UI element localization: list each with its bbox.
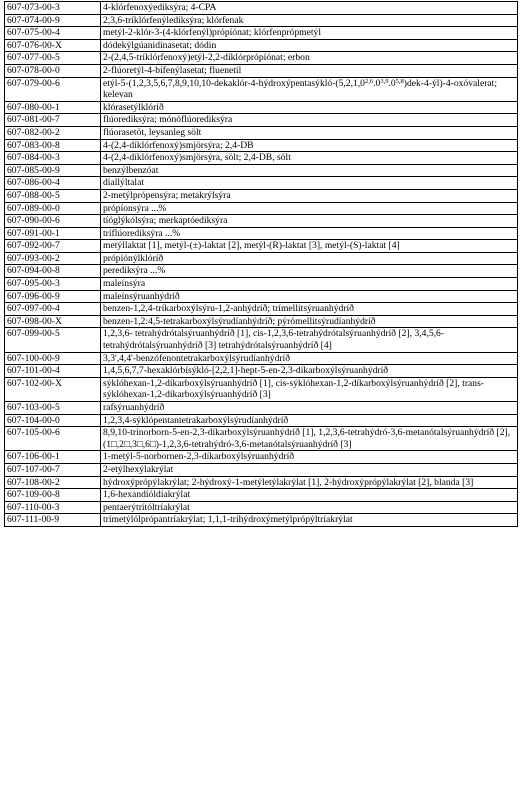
table-row (5, 202, 518, 215)
table-row (5, 114, 518, 127)
index-number-cell: 607-109-00-8 (5, 489, 101, 502)
table-row (5, 315, 518, 328)
chemical-name-cell: metýllaktat [1], metýl-(±)-laktat [2], metýl-(R)-laktat [3], metýl-(S)-laktat [4] (101, 240, 518, 253)
table-row (5, 215, 518, 228)
table-row (5, 39, 518, 52)
table-row (5, 514, 518, 527)
index-number-cell: 607-110-00-3 (5, 501, 101, 514)
table-row (5, 463, 518, 476)
table-row (5, 227, 518, 240)
chemical-name-cell: benzen-1,2,4-tríkarboxýlsýru-1,2-anhýdríð; trímellitsýruanhýdríð (101, 303, 518, 316)
table-row (5, 278, 518, 291)
index-number-cell: 607-078-00-0 (5, 64, 101, 77)
chemical-name-cell: rafsýruanhýdríð (101, 402, 518, 415)
chemical-name-cell: 1,6-hexandíóldíakrýlat (101, 489, 518, 502)
chemical-name-cell: 2-flúoretýl-4-bífenýlasetat; fluenetil (101, 64, 518, 77)
superscript: 3,9 (380, 77, 389, 85)
chemical-name-cell: 2-metýlprópensýra; metakrýlsýra (101, 189, 518, 202)
index-number-cell: 607-082-00-2 (5, 126, 101, 139)
chemical-name-cell: própíonsýra ...% (101, 202, 518, 215)
table-row (5, 64, 518, 77)
index-number-cell: 607-084-00-3 (5, 152, 101, 165)
index-number-cell: 607-092-00-7 (5, 240, 101, 253)
index-number-cell: 607-111-00-9 (5, 514, 101, 527)
index-number-cell: 607-086-00-4 (5, 177, 101, 190)
index-number-cell: 607-107-00-7 (5, 463, 101, 476)
table-row (5, 101, 518, 114)
substance-table-body (5, 2, 518, 527)
chemical-name-cell: 1,4,5,6,7,7-hexaklórbísýkló-[2,2,1]-hept-5-en-2,3-díkarboxýlsýruanhýdríð (101, 365, 518, 378)
index-number-cell: 607-100-00-9 (5, 352, 101, 365)
table-row (5, 365, 518, 378)
table-row (5, 240, 518, 253)
chemical-name-cell: maleínsýra (101, 278, 518, 291)
chemical-name-cell: 3,3',4,4'-benzófenontetrakarboxýlsýrudíanhýdríð (101, 352, 518, 365)
chemical-name-cell: benzen-1,2:4,5-tetrakarboxýlsýrudíanhýdríð; pýrómellitsýrudíanhýdríð (101, 315, 518, 328)
table-row (5, 189, 518, 202)
table-row (5, 27, 518, 40)
chemical-name-cell: 4-klórfenoxýediksýra; 4-CPA (101, 2, 518, 15)
table-row (5, 328, 518, 352)
chemical-name-cell: 2,3,6-tríklórfenýlediksýra; klórfenak (101, 14, 518, 27)
table-row (5, 402, 518, 415)
table-row (5, 476, 518, 489)
chemical-name-cell: 2-etýlhexýlakrýlat (101, 463, 518, 476)
chemical-name-cell: benzýlbenzóat (101, 164, 518, 177)
table-row (5, 77, 518, 101)
index-number-cell: 607-108-00-2 (5, 476, 101, 489)
chemical-name-cell: flúorasetöt, leysanleg sölt (101, 126, 518, 139)
index-number-cell: 607-099-00-5 (5, 328, 101, 352)
index-number-cell: 607-097-00-4 (5, 303, 101, 316)
table-row (5, 265, 518, 278)
index-number-cell: 607-077-00-5 (5, 52, 101, 65)
chemical-name-cell: pentaerýtrítóltríakrýlat (101, 501, 518, 514)
table-row (5, 52, 518, 65)
chemical-name-cell: sýklóhexan-1,2-díkarboxýlsýruanhýdríð [1], cis-sýklóhexan-1,2-díkarboxýlsýruanhýdríð [2], trans-sýklóhexan-1,2-díkarboxýlsýruanhýdríð [3] (101, 377, 518, 401)
chemical-name-cell: perediksýra ...% (101, 265, 518, 278)
index-number-cell: 607-095-00-3 (5, 278, 101, 291)
chemical-name-cell: 1,2,3,4-sýklópentantetrakarboxýlsýrudíanhýdríð (101, 414, 518, 427)
index-number-cell: 607-088-00-5 (5, 189, 101, 202)
index-number-cell: 607-081-00-7 (5, 114, 101, 127)
table-row (5, 303, 518, 316)
index-number-cell: 607-093-00-2 (5, 252, 101, 265)
table-row (5, 139, 518, 152)
table-row (5, 14, 518, 27)
chemical-name-cell: tíóglýkólsýra; merkaptóediksýra (101, 215, 518, 228)
index-number-cell: 607-073-00-3 (5, 2, 101, 15)
chemical-name-cell: etýl-5-(1,2,3,5,6,7,8,9,10,10-dekaklór-4-hýdroxýpentasýkló-(5,2,1,0$^{2,6}$.0$^{3,9}$.0$^{5,8}$)dek-4-ýl)-4-oxóvalerat; kelevan (101, 77, 518, 101)
index-number-cell: 607-076-00-X (5, 39, 101, 52)
index-number-cell: 607-079-00-6 (5, 77, 101, 101)
table-row (5, 252, 518, 265)
chemical-name-cell: 4-(2,4-díklórfenoxý)smjörsýra, sölt; 2,4-DB, sölt (101, 152, 518, 165)
substance-table (4, 1, 518, 527)
index-number-cell: 607-098-00-X (5, 315, 101, 328)
chemical-name-cell: 1-metýl-5-norbornen-2,3-díkarboxýlsýruanhýdríð (101, 451, 518, 464)
index-number-cell: 607-085-00-9 (5, 164, 101, 177)
index-number-cell: 607-075-00-4 (5, 27, 101, 40)
table-row (5, 377, 518, 401)
chemical-name-cell: dódekýlgúanidínasetat; dódin (101, 39, 518, 52)
index-number-cell: 607-106-00-1 (5, 451, 101, 464)
table-row (5, 489, 518, 502)
table-row (5, 451, 518, 464)
index-number-cell: 607-091-00-1 (5, 227, 101, 240)
chemical-name-cell: díallýltalat (101, 177, 518, 190)
index-number-cell: 607-089-00-0 (5, 202, 101, 215)
table-row (5, 2, 518, 15)
chemical-name-cell: 4-(2,4-díklórfenoxý)smjörsýra; 2,4-DB (101, 139, 518, 152)
chemical-name-cell: 2-(2,4,5-tríklórfenoxý)etýl-2,2-díklórprópíónat; erbon (101, 52, 518, 65)
superscript: 5,8 (395, 77, 404, 85)
index-number-cell: 607-090-00-6 (5, 215, 101, 228)
chemical-name-cell: trímetýlólprópantríakrýlat; 1,1,1-tríhýdroxýmetýlprópýltríakrýlat (101, 514, 518, 527)
chemical-name-cell: hýdroxýprópýlakrýlat; 2-hýdroxý-1-metýletýlakrýlat [1], 2-hýdroxýprópýlakrýlat [2], blanda [3] (101, 476, 518, 489)
index-number-cell: 607-094-00-8 (5, 265, 101, 278)
chemical-name-cell: maleínsýruanhýdríð (101, 290, 518, 303)
index-number-cell: 607-074-00-9 (5, 14, 101, 27)
chemical-name-cell: metýl-2-klór-3-(4-klórfenýl)própíónat; klórfenprópmetýl (101, 27, 518, 40)
table-row (5, 427, 518, 451)
table-row (5, 414, 518, 427)
index-number-cell: 607-083-00-8 (5, 139, 101, 152)
index-number-cell: 607-104-00-0 (5, 414, 101, 427)
superscript: 2,6 (364, 77, 374, 85)
chemical-name-cell: flúorediksýra; mónóflúorediksýra (101, 114, 518, 127)
chemical-name-cell: klórasetýlklóríð (101, 101, 518, 114)
index-number-cell: 607-105-00-6 (5, 427, 101, 451)
chemical-name-cell: 1,2,3,6- tetrahýdrótalsýruanhýdríð [1], cis-1,2,3,6-tetrahýdrótalsýruanhýdríð [2], 3,4,5,6- tetrahýdrótalsýruanhýdríð [3] tetrahýdrótalsýruanhýdríð [4] (101, 328, 518, 352)
table-row (5, 290, 518, 303)
index-number-cell: 607-103-00-5 (5, 402, 101, 415)
document-page (4, 1, 518, 527)
index-number-cell: 607-096-00-9 (5, 290, 101, 303)
table-row (5, 152, 518, 165)
index-number-cell: 607-102-00-X (5, 377, 101, 401)
chemical-name-cell: 8,9,10-trínorborn-5-en-2,3-díkarboxýlsýruanhýdríð [1], 1,2,3,6-tetrahýdró-3,6-metanótalsýruanhýdríð [2], (1□,2□,3□,6□)-1,2,3,6-tetrahýdró-3,6-metanótalsýruanhýdríð [3] (101, 427, 518, 451)
table-row (5, 352, 518, 365)
table-row (5, 177, 518, 190)
chemical-name-cell: própíónýlklóríð (101, 252, 518, 265)
table-row (5, 164, 518, 177)
table-row (5, 501, 518, 514)
table-row (5, 126, 518, 139)
chemical-name-cell: tríflúorediksýra ...% (101, 227, 518, 240)
index-number-cell: 607-080-00-1 (5, 101, 101, 114)
index-number-cell: 607-101-00-4 (5, 365, 101, 378)
